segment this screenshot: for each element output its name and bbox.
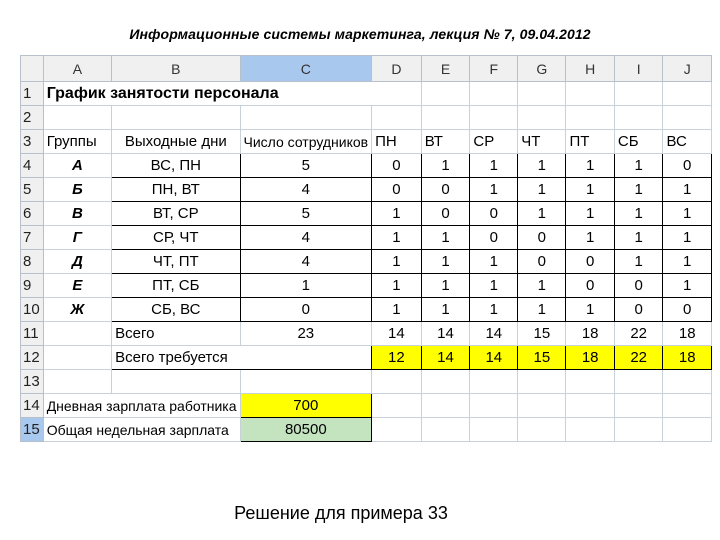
staff-count-cell[interactable]: 4 (240, 178, 372, 202)
schedule-cell[interactable]: 0 (566, 274, 614, 298)
column-header-f[interactable]: F (470, 56, 518, 82)
empty-cell[interactable] (470, 370, 518, 394)
group-row (21, 226, 712, 250)
empty-cell[interactable] (240, 370, 372, 394)
column-header-d[interactable]: D (372, 56, 422, 82)
total-value-cell[interactable]: 15 (518, 322, 566, 346)
column-header-row (21, 56, 712, 82)
schedule-cell[interactable]: 0 (518, 226, 566, 250)
empty-cell[interactable] (614, 418, 663, 442)
schedule-cell[interactable]: 1 (470, 274, 518, 298)
staff-count-cell[interactable]: 5 (240, 154, 372, 178)
empty-cell[interactable] (43, 322, 111, 346)
empty-cell[interactable] (372, 394, 422, 418)
schedule-cell[interactable]: 1 (663, 226, 712, 250)
empty-cell[interactable] (372, 418, 422, 442)
group-name-cell[interactable]: Г (43, 226, 111, 250)
schedule-cell[interactable]: 1 (372, 298, 422, 322)
group-name-cell[interactable]: Е (43, 274, 111, 298)
group-name-cell[interactable]: Д (43, 250, 111, 274)
row-header-14[interactable]: 14 (21, 394, 44, 418)
schedule-cell[interactable]: 1 (614, 226, 663, 250)
sheet-title-cell[interactable]: График занятости персонала (43, 82, 421, 106)
column-header-e[interactable]: E (421, 56, 470, 82)
slide-title: Информационные системы маркетинга, лекция № 7, 09.04.2012 (129, 26, 591, 42)
empty-cell[interactable] (43, 346, 111, 370)
row-header-8[interactable]: 8 (21, 250, 44, 274)
empty-cell[interactable] (518, 106, 566, 130)
column-header-g[interactable]: G (518, 56, 566, 82)
days-off-cell[interactable]: ПТ, СБ (112, 274, 240, 298)
schedule-cell[interactable]: 0 (421, 202, 470, 226)
days-off-header[interactable]: Выходные дни (112, 130, 240, 154)
row-header-7[interactable]: 7 (21, 226, 44, 250)
empty-cell[interactable] (470, 82, 518, 106)
row-header-11[interactable]: 11 (21, 322, 44, 346)
staff-count-cell[interactable]: 4 (240, 250, 372, 274)
schedule-cell[interactable]: 1 (372, 226, 422, 250)
schedule-cell[interactable]: 0 (663, 298, 712, 322)
empty-cell[interactable] (663, 394, 712, 418)
days-off-cell[interactable]: ВС, ПН (112, 154, 240, 178)
schedule-cell[interactable]: 1 (470, 154, 518, 178)
required-value-cell[interactable]: 22 (614, 346, 663, 370)
schedule-cell[interactable]: 0 (470, 202, 518, 226)
schedule-cell[interactable]: 1 (372, 274, 422, 298)
schedule-cell[interactable]: 0 (470, 226, 518, 250)
column-header-b[interactable]: B (112, 56, 240, 82)
group-row (21, 250, 712, 274)
schedule-cell[interactable]: 1 (470, 250, 518, 274)
sheet-row-3 (21, 130, 712, 154)
schedule-cell[interactable]: 0 (614, 298, 663, 322)
row-header-9[interactable]: 9 (21, 274, 44, 298)
schedule-cell[interactable]: 0 (421, 178, 470, 202)
row-header-1[interactable]: 1 (21, 82, 44, 106)
total-count-cell[interactable]: 23 (240, 322, 372, 346)
slide-caption: Решение для примера 33 (234, 503, 448, 523)
staff-count-cell[interactable]: 1 (240, 274, 372, 298)
empty-cell[interactable] (518, 82, 566, 106)
schedule-cell[interactable]: 1 (614, 250, 663, 274)
empty-cell[interactable] (421, 82, 470, 106)
empty-cell[interactable] (566, 82, 614, 106)
schedule-cell[interactable]: 0 (372, 178, 422, 202)
empty-cell[interactable] (372, 370, 422, 394)
row-header-2[interactable]: 2 (21, 106, 44, 130)
group-row (21, 274, 712, 298)
days-off-cell[interactable]: ВТ, СР (112, 202, 240, 226)
weekday-header[interactable]: ВС (663, 130, 712, 154)
schedule-cell[interactable]: 1 (421, 226, 470, 250)
required-label-cell[interactable]: Всего требуется (112, 346, 372, 370)
schedule-cell[interactable]: 1 (421, 154, 470, 178)
staff-count-cell[interactable]: 4 (240, 226, 372, 250)
schedule-cell[interactable]: 1 (518, 298, 566, 322)
days-off-cell[interactable]: СБ, ВС (112, 298, 240, 322)
schedule-cell[interactable]: 0 (518, 250, 566, 274)
empty-cell[interactable] (43, 370, 111, 394)
schedule-cell[interactable]: 1 (518, 178, 566, 202)
schedule-cell[interactable]: 1 (566, 298, 614, 322)
required-value-cell[interactable]: 14 (470, 346, 518, 370)
group-row (21, 202, 712, 226)
group-row (21, 154, 712, 178)
column-header-j[interactable]: J (663, 56, 712, 82)
weekday-header[interactable]: ПТ (566, 130, 614, 154)
group-name-cell[interactable]: Ж (43, 298, 111, 322)
schedule-cell[interactable]: 1 (663, 202, 712, 226)
row-header-13[interactable]: 13 (21, 370, 44, 394)
group-name-cell[interactable]: В (43, 202, 111, 226)
row-header-6[interactable]: 6 (21, 202, 44, 226)
total-value-cell[interactable]: 14 (421, 322, 470, 346)
weekly-wage-label[interactable]: Общая недельная зарплата (43, 418, 240, 442)
empty-cell[interactable] (663, 82, 712, 106)
weekday-header[interactable]: СБ (614, 130, 663, 154)
schedule-cell[interactable]: 1 (566, 226, 614, 250)
total-value-cell[interactable]: 18 (566, 322, 614, 346)
spreadsheet (20, 55, 712, 475)
group-name-cell[interactable]: Б (43, 178, 111, 202)
schedule-cell[interactable]: 1 (421, 274, 470, 298)
schedule-cell[interactable]: 1 (614, 154, 663, 178)
empty-cell[interactable] (663, 370, 712, 394)
group-row (21, 178, 712, 202)
empty-cell[interactable] (421, 106, 470, 130)
sheet-row-13 (21, 370, 712, 394)
empty-cell[interactable] (518, 370, 566, 394)
empty-cell[interactable] (470, 394, 518, 418)
daily-wage-row (21, 394, 712, 418)
schedule-cell[interactable]: 1 (518, 274, 566, 298)
daily-wage-value[interactable]: 700 (240, 394, 372, 418)
row-header-5[interactable]: 5 (21, 178, 44, 202)
schedule-cell[interactable]: 1 (566, 154, 614, 178)
days-off-cell[interactable]: СР, ЧТ (112, 226, 240, 250)
schedule-cell[interactable]: 1 (663, 178, 712, 202)
empty-cell[interactable] (421, 418, 470, 442)
empty-cell[interactable] (372, 106, 422, 130)
staff-count-cell[interactable]: 0 (240, 298, 372, 322)
schedule-cell[interactable]: 1 (663, 250, 712, 274)
required-row (21, 346, 712, 370)
empty-cell[interactable] (421, 394, 470, 418)
weekday-header[interactable]: ПН (372, 130, 422, 154)
schedule-cell[interactable]: 0 (663, 154, 712, 178)
weekly-wage-value[interactable]: 80500 (240, 418, 372, 442)
spreadsheet-grid (20, 55, 712, 442)
required-value-cell[interactable]: 18 (566, 346, 614, 370)
group-row (21, 298, 712, 322)
empty-cell[interactable] (112, 370, 240, 394)
empty-cell[interactable] (518, 418, 566, 442)
empty-cell[interactable] (614, 106, 663, 130)
column-header-i[interactable]: I (614, 56, 663, 82)
column-header-c[interactable]: C (240, 56, 372, 82)
days-off-cell[interactable]: ПН, ВТ (112, 178, 240, 202)
empty-cell[interactable] (470, 418, 518, 442)
weekday-header[interactable]: СР (470, 130, 518, 154)
weekday-header[interactable]: ЧТ (518, 130, 566, 154)
schedule-cell[interactable]: 1 (566, 178, 614, 202)
column-header-a[interactable]: A (43, 56, 111, 82)
total-row (21, 322, 712, 346)
schedule-cell[interactable]: 1 (421, 298, 470, 322)
required-value-cell[interactable]: 12 (372, 346, 422, 370)
row-header-4[interactable]: 4 (21, 154, 44, 178)
empty-cell[interactable] (566, 418, 614, 442)
schedule-cell[interactable]: 1 (470, 298, 518, 322)
schedule-cell[interactable]: 1 (518, 154, 566, 178)
schedule-cell[interactable]: 0 (372, 154, 422, 178)
staff-count-header[interactable]: Число сотрудников (240, 130, 372, 154)
staff-count-cell[interactable]: 5 (240, 202, 372, 226)
empty-cell[interactable] (614, 394, 663, 418)
daily-wage-label[interactable]: Дневная зарплата работника (43, 394, 240, 418)
empty-cell[interactable] (566, 370, 614, 394)
empty-cell[interactable] (43, 106, 111, 130)
row-header-3[interactable]: 3 (21, 130, 44, 154)
empty-cell[interactable] (566, 106, 614, 130)
empty-cell[interactable] (663, 418, 712, 442)
schedule-cell[interactable]: 1 (421, 250, 470, 274)
group-name-cell[interactable]: А (43, 154, 111, 178)
total-value-cell[interactable]: 14 (470, 322, 518, 346)
required-value-cell[interactable]: 18 (663, 346, 712, 370)
empty-cell[interactable] (470, 106, 518, 130)
empty-cell[interactable] (240, 106, 372, 130)
schedule-cell[interactable]: 1 (518, 202, 566, 226)
row-header-12[interactable]: 12 (21, 346, 44, 370)
empty-cell[interactable] (421, 370, 470, 394)
total-value-cell[interactable]: 14 (372, 322, 422, 346)
weekly-wage-row (21, 418, 712, 442)
days-off-cell[interactable]: ЧТ, ПТ (112, 250, 240, 274)
select-all-corner[interactable] (21, 56, 44, 82)
total-value-cell[interactable]: 18 (663, 322, 712, 346)
row-header-10[interactable]: 10 (21, 298, 44, 322)
schedule-cell[interactable]: 1 (470, 178, 518, 202)
empty-cell[interactable] (566, 394, 614, 418)
required-value-cell[interactable]: 14 (421, 346, 470, 370)
empty-cell[interactable] (614, 82, 663, 106)
sheet-row-1 (21, 82, 712, 106)
schedule-cell[interactable]: 0 (566, 250, 614, 274)
empty-cell[interactable] (663, 106, 712, 130)
schedule-cell[interactable]: 1 (614, 202, 663, 226)
empty-cell[interactable] (614, 370, 663, 394)
groups-header[interactable]: Группы (43, 130, 111, 154)
schedule-cell[interactable]: 1 (372, 202, 422, 226)
schedule-cell[interactable]: 1 (614, 178, 663, 202)
empty-cell[interactable] (518, 394, 566, 418)
schedule-cell[interactable]: 1 (566, 202, 614, 226)
sheet-row-2 (21, 106, 712, 130)
column-header-h[interactable]: H (566, 56, 614, 82)
required-value-cell[interactable]: 15 (518, 346, 566, 370)
total-label-cell[interactable]: Всего (112, 322, 240, 346)
total-value-cell[interactable]: 22 (614, 322, 663, 346)
schedule-cell[interactable]: 0 (614, 274, 663, 298)
row-header-15[interactable]: 15 (21, 418, 44, 442)
weekday-header[interactable]: ВТ (421, 130, 470, 154)
schedule-cell[interactable]: 1 (372, 250, 422, 274)
schedule-cell[interactable]: 1 (663, 274, 712, 298)
empty-cell[interactable] (112, 106, 240, 130)
